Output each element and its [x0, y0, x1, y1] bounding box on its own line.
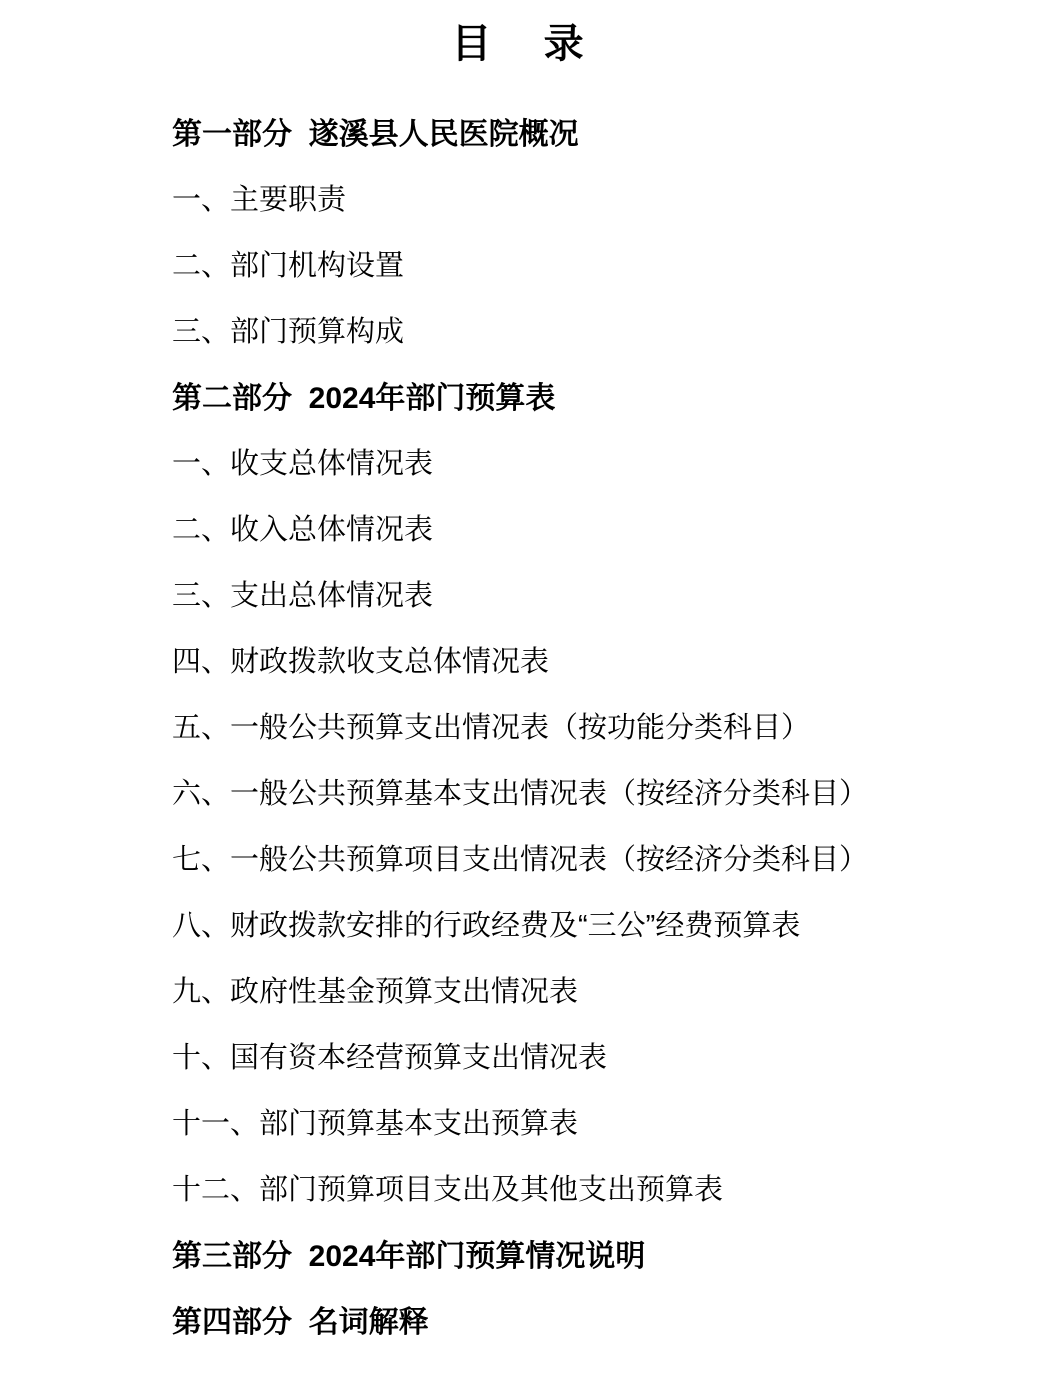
toc-list	[0, 98, 1045, 1352]
toc-entry: 六、一般公共预算基本支出情况表（按经济分类科目）	[172, 777, 869, 810]
page-title: 目 录	[451, 22, 594, 66]
toc-entry: 三、支出总体情况表	[172, 579, 434, 612]
toc-entry: 七、一般公共预算项目支出情况表（按经济分类科目）	[172, 843, 869, 876]
toc-section-header: 第二部分 2024年部门预算表	[172, 382, 556, 415]
toc-section-header: 第三部分 2024年部门预算情况说明	[172, 1240, 646, 1273]
toc-entry: 二、收入总体情况表	[172, 513, 434, 546]
toc-entry: 十、国有资本经营预算支出情况表	[172, 1041, 608, 1074]
toc-entry: 十一、部门预算基本支出预算表	[172, 1107, 579, 1140]
toc-entry: 一、主要职责	[172, 183, 347, 216]
toc-entry: 四、财政拨款收支总体情况表	[172, 645, 550, 678]
toc-entry: 二、部门机构设置	[172, 249, 405, 282]
toc-entry: 八、财政拨款安排的行政经费及“三公”经费预算表	[172, 909, 801, 942]
toc-entry: 十二、部门预算项目支出及其他支出预算表	[172, 1173, 724, 1206]
toc-entry: 九、政府性基金预算支出情况表	[172, 975, 579, 1008]
toc-entry: 五、一般公共预算支出情况表（按功能分类科目）	[172, 711, 811, 744]
toc-entry: 一、收支总体情况表	[172, 447, 434, 480]
toc-entry: 三、部门预算构成	[172, 315, 405, 348]
toc-section-header: 第四部分 名词解释	[172, 1306, 429, 1339]
toc-section-header: 第一部分 遂溪县人民医院概况	[172, 118, 579, 151]
